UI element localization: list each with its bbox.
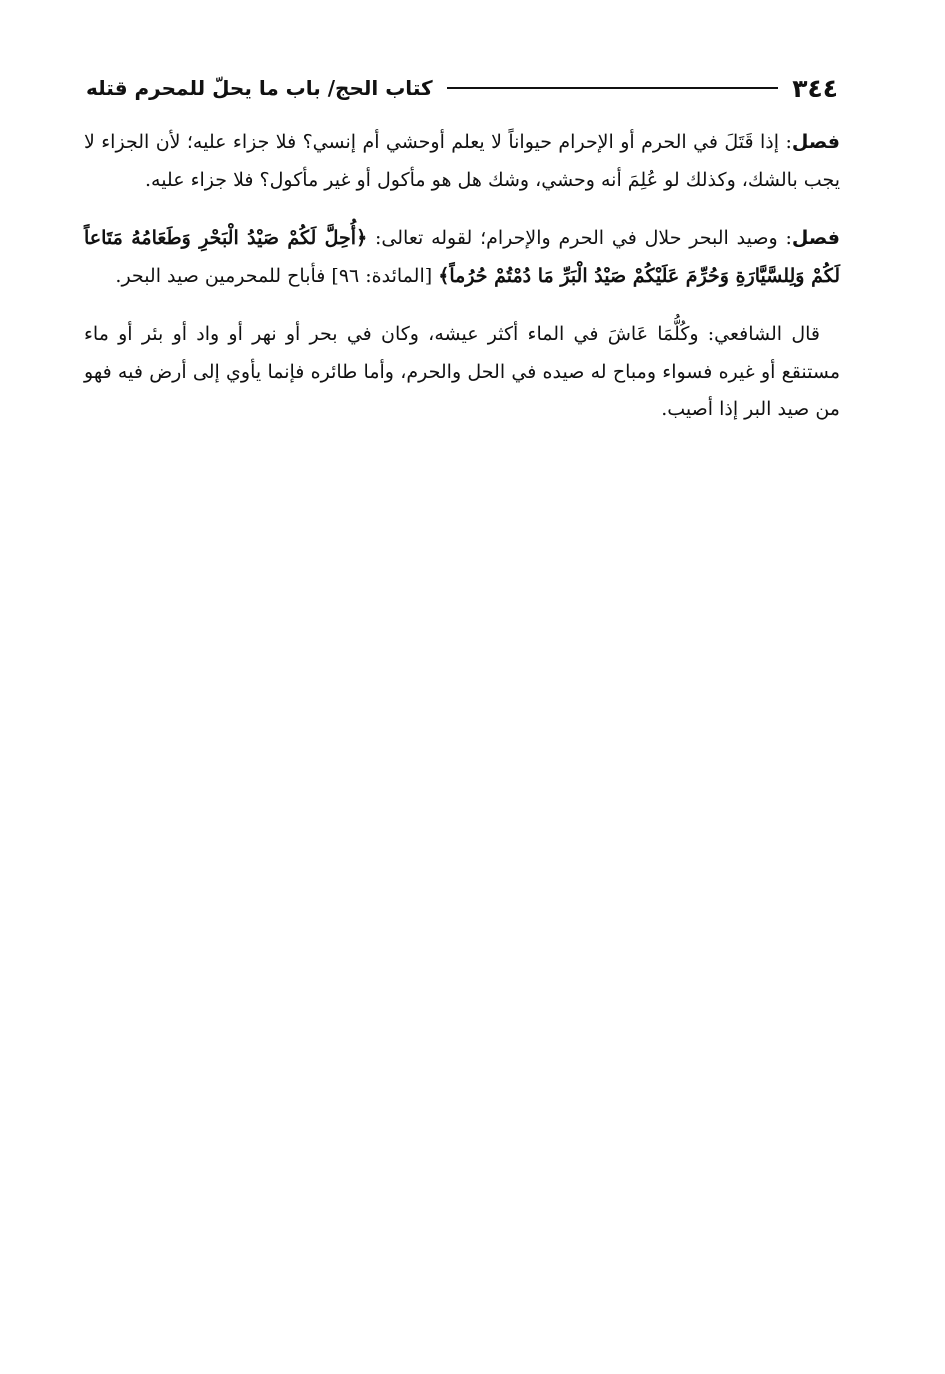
verse-reference: [المائدة: ٩٦] [325, 264, 439, 287]
section-label: فصل [791, 227, 840, 249]
page-number: ٣٤٤ [792, 73, 838, 103]
section-label: فصل [791, 131, 840, 153]
paragraph-text: : وصيد البحر حلال في الحرم والإحرام؛ لقوله تعالى: [367, 227, 792, 249]
quran-verse: ﴿أُحِلَّ لَكُمْ صَيْدُ الْبَحْرِ وَطَعَامُهُ مَتَاعاً لَكُمْ وَلِلسَّيَّارَةِ وَحُرِّمَ عَلَيْكُمْ صَيْدُ الْبَرِّ مَا دُمْتُمْ حُرُماً﴾ [84, 227, 840, 287]
header-rule [447, 87, 779, 89]
paragraph-sea-game [84, 220, 840, 295]
paragraph-shafii-quote [84, 316, 840, 429]
paragraph-text: : إذا قَتَلَ في الحرم أو الإحرام حيواناً لا يعلم أوحشي أم إنسي؟ فلا جزاء عليه؛ لأن الجزاء لا يجب بالشك، وكذلك لو عُلِمَ أنه وحشي، وشك هل هو مأكول أو غير مأكول؟ فلا جزاء عليه. [84, 131, 840, 191]
paragraph-text: قال الشافعي: وكُلُّمَا عَاشَ في الماء أكثر عيشه، وكان في بحر أو نهر أو واد أو بئر أو ماء مستنقع أو غيره فسواء ومباح له صيده في الحل والحرم، وأما طائره فإنما يأوي إلى أرض فيه فهو من صيد البر إذا أصيب. [84, 323, 840, 420]
chapter-title: كتاب الحج/ باب ما يحلّ للمحرم قتله [86, 76, 433, 100]
paragraph-text-continued: فأباح للمحرمين صيد البحر. [115, 264, 326, 287]
running-header [86, 68, 838, 108]
paragraph-unknown-animal [84, 124, 840, 199]
body-text [84, 124, 840, 450]
